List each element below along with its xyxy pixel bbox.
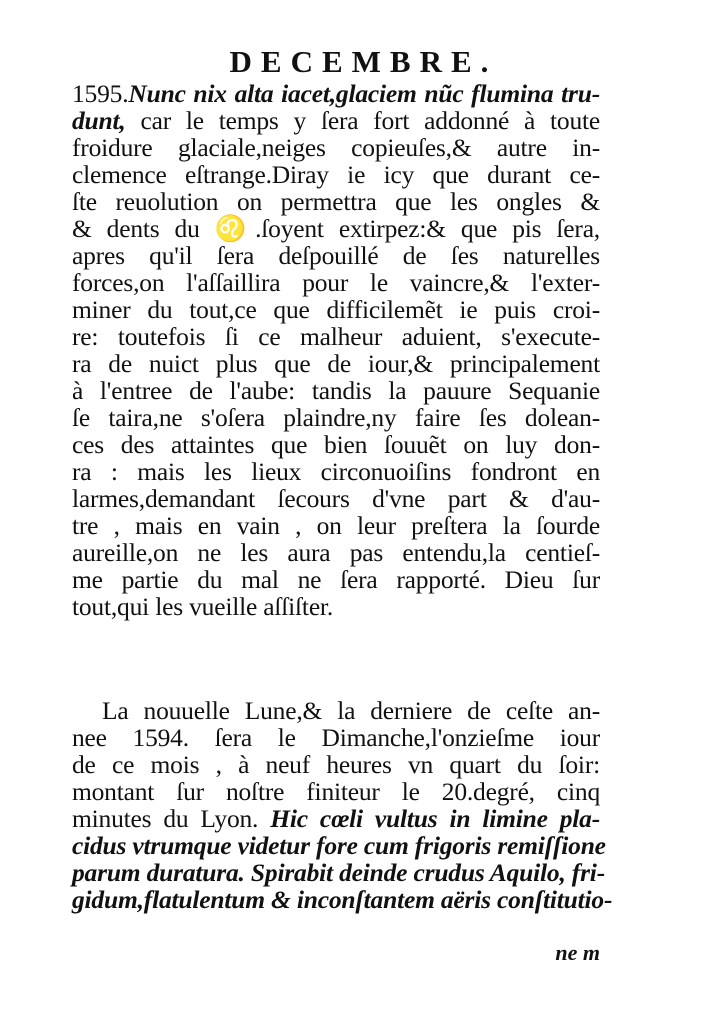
text-line: [72, 458, 600, 485]
text-line: [72, 831, 606, 860]
latin-verse-segment: parum duratura. Spirabit deinde crudus Aquilo, fri-: [72, 858, 605, 887]
latin-verse-segment: cidus vtrumque videtur fore cum frigoris remiſſione: [72, 831, 606, 860]
latin-verse-segment: dunt,: [72, 106, 126, 135]
text-line: [72, 134, 600, 161]
latin-verse-segment: Nunc nix alta iacet,glaciem nũc flumina tru-: [128, 79, 600, 108]
text-segment: clemence eſtrange.Diray ie icy que durant ce-: [72, 160, 600, 189]
text-line: [72, 242, 600, 269]
text-line: [72, 885, 613, 914]
text-segment: tout,qui les vueille aſſiſter.: [72, 592, 333, 621]
text-line: [72, 858, 605, 887]
text-segment: tre , mais en vain , on leur preſtera la ſourde: [72, 511, 600, 540]
text-line: [72, 215, 600, 242]
text-segment: aureille,on ne les aura pas entendu,la centieſ-: [72, 538, 600, 567]
latin-verse-segment: Hic cœli vultus in limine pla-: [270, 804, 600, 833]
text-line: [72, 296, 600, 323]
text-segment: de ce mois , à neuf heures vn quart du ſoir:: [72, 750, 600, 779]
text-line: [72, 350, 600, 377]
text-segment: nee 1594. ſera le Dimanche,l'onzieſme iour: [72, 723, 600, 752]
text-line: [72, 188, 600, 215]
text-line: [72, 751, 600, 778]
text-segment: montant ſur noſtre finiteur le 20.degré, cinq: [72, 777, 600, 806]
text-segment: car le temps y ſera fort addonné à toute: [125, 106, 600, 135]
text-segment: me partie du mal ne ſera rapporté. Dieu ſur: [72, 565, 600, 594]
text-line: [72, 80, 600, 107]
text-line: [72, 323, 600, 350]
paragraph-december-prognostication: [72, 80, 600, 620]
text-segment: ra : mais les lieux circonuoiſins fondront en: [72, 457, 600, 486]
text-line: [72, 161, 600, 188]
text-segment: miner du tout,ce que difficilemẽt ie puis croi-: [72, 295, 600, 324]
text-line: [72, 805, 600, 832]
text-segment: forces,on l'aſſaillira pour le vaincre,& l'exter-: [72, 268, 600, 297]
text-line: [72, 697, 600, 724]
text-line: [72, 485, 600, 512]
text-segment: minutes du Lyon.: [72, 804, 271, 833]
catchword: ne m: [555, 940, 600, 965]
text-line: [72, 512, 600, 539]
text-segment: à l'entree de l'aube: tandis la pauure Sequanie: [72, 376, 600, 405]
text-line: [72, 377, 600, 404]
text-segment: froidure glaciale,neiges copieuſes,& autre in-: [72, 133, 600, 162]
text-line: [72, 404, 600, 431]
text-line: [72, 107, 600, 134]
text-segment: ſe taira,ne s'oſera plaindre,ny faire ſes dolean-: [72, 403, 600, 432]
latin-verse-segment: gidum,flatulentum & inconſtantem aëris conſtitutio-: [72, 885, 613, 914]
text-line: [72, 431, 600, 458]
text-line: [72, 269, 600, 296]
text-line: [72, 593, 600, 620]
text-segment: ſte reuolution on permettra que les ongles &: [72, 187, 600, 216]
text-segment: ces des attaintes que bien ſouuẽt on luy don-: [72, 430, 600, 459]
text-segment: apres qu'il ſera deſpouillé de ſes naturelles: [72, 241, 600, 270]
text-segment: re: toutefois ſi ce malheur aduient, s'execute-: [72, 322, 600, 351]
paragraph-new-moon: [72, 696, 613, 914]
page-header: DECEMBRE.: [229, 44, 498, 79]
text-segment: larmes,demandant ſecours d'vne part & d'au-: [72, 484, 600, 513]
text-line: [72, 724, 600, 751]
text-line: [72, 566, 600, 593]
text-line: [72, 539, 600, 566]
text-segment: & dents du ♌.ſoyent extirpez:& que pis ſera,: [72, 214, 600, 243]
text-line: [72, 778, 600, 805]
text-segment: ra de nuict plus que de iour,& principalement: [72, 349, 600, 378]
text-segment: La nouuelle Lune,& la derniere de ceſte an-: [102, 696, 600, 725]
text-segment: 1595.: [72, 79, 129, 108]
